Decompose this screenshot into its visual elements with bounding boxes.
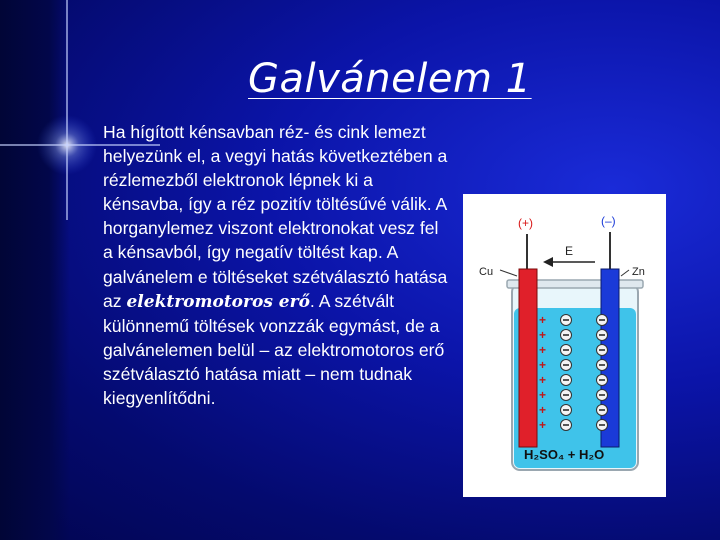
zinc-label: Zn [632, 266, 645, 278]
positive-charge-sign: + [539, 403, 547, 417]
positive-charge-sign: + [539, 418, 547, 432]
zn-pointer [621, 270, 629, 276]
slide-title: Galvánelem 1 [248, 56, 532, 102]
body-text-intro: Ha hígított kénsavban réz- és cink lemezt helyezünk el, a vegyi hatás következtében a rézlemezből elektronok lépnek ki a kénsavba, így a réz pozitív töltésűvé válik. A horganylemez viszont elektronokat vesz fel a kénsavból, így negatív töltést kap. A galvánelem e töltéseket szétválasztó hatása az [103, 122, 448, 311]
copper-label: Cu [479, 266, 494, 278]
galvanic-cell-diagram [463, 194, 666, 497]
field-arrowhead [543, 257, 553, 267]
field-label: E [565, 244, 574, 258]
positive-charge-sign: + [539, 343, 547, 357]
positive-charge-sign: + [539, 388, 547, 402]
body-text-conclusion: . A szétvált különnemű töltések vonzzák egymást, de a galvánelemen belül – az elektromotoros erő szétválasztó hatása miatt – nem tudnak kiegyenlítődni. [103, 290, 445, 409]
positive-charge-sign: + [539, 358, 547, 372]
plus-terminal-label: (+) [518, 216, 533, 230]
body-paragraph [103, 120, 448, 410]
electrolyte-formula: H₂SO₄ + H₂O [524, 447, 605, 462]
minus-terminal-label: (–) [601, 214, 616, 228]
emphasized-term: elektromotoros erő [126, 291, 310, 312]
positive-charge-sign: + [539, 313, 547, 327]
cu-pointer [500, 270, 517, 276]
positive-charge-sign: + [539, 373, 547, 387]
positive-charge-sign: + [539, 328, 547, 342]
copper-electrode [519, 269, 537, 447]
